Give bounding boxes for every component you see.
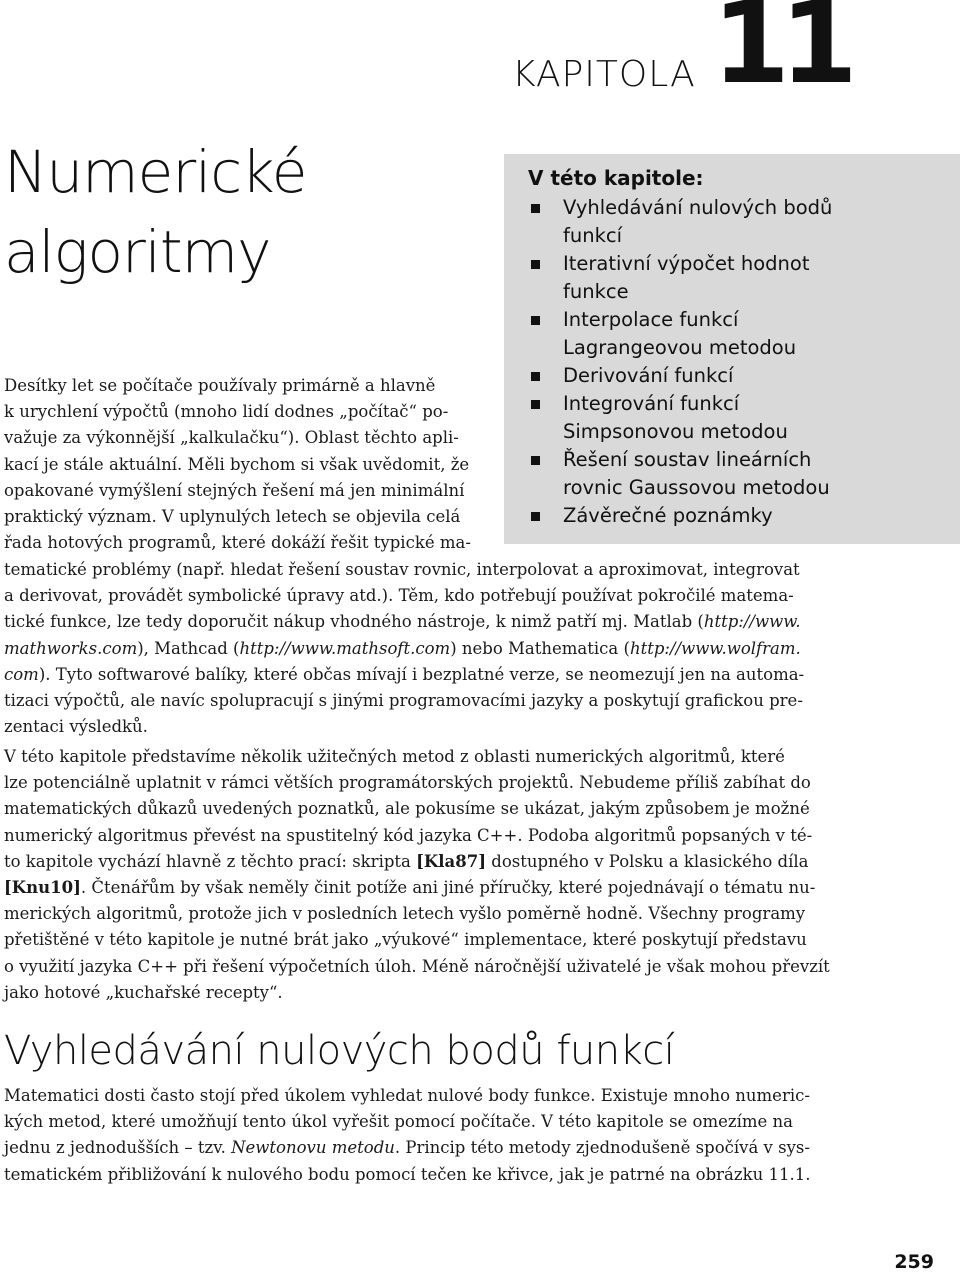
chapter-label: KAPITOLA xyxy=(512,54,696,95)
text-line: Desítky let se počítače používaly primárně a hlavně xyxy=(4,376,436,395)
url-link[interactable]: http://www.wolfram. xyxy=(629,638,801,658)
text-line xyxy=(4,636,840,662)
text-line: praktický význam. V uplynulých letech se objevila celá xyxy=(4,507,461,527)
text-line: numerický algoritmus převést na spustitelný kód jazyka C++. Podoba algoritmů popsaných v té- xyxy=(4,825,813,845)
chapter-title-line: Numerické xyxy=(4,138,307,206)
square-bullet-icon xyxy=(531,316,540,325)
text-run: ) nebo Mathematica ( xyxy=(450,638,630,658)
square-bullet-icon xyxy=(531,204,540,213)
section-heading: Vyhledávání nulových bodů funkcí xyxy=(4,1028,675,1074)
text-line: V této kapitole představíme několik užitečných metod z oblasti numerických algoritmů, které xyxy=(4,747,785,766)
toc-item-label: Řešení soustav lineárních rovnic Gaussovou metodou xyxy=(563,448,830,499)
toc-item-label: Integrování funkcí Simpsonovou metodou xyxy=(563,392,788,443)
text-line: k urychlení výpočtů (mnoho lidí dodnes „počítač“ po- xyxy=(4,402,449,422)
intro-paragraph-2 xyxy=(4,744,840,1006)
url-link[interactable]: http://www. xyxy=(703,612,801,632)
text-run: dostupného v Polsku a klasického díla xyxy=(486,851,809,871)
text-run: . Čtenářům by však neměly činit potíže ani jiné příručky, které pojednávají o tématu nu- xyxy=(80,878,816,898)
text-run: to kapitole vychází hlavně z těchto prací: skripta xyxy=(4,851,417,871)
text-line: přetištěné v této kapitole je nutné brát jako „výukové“ implementace, které poskytují představu xyxy=(4,930,807,950)
text-line: kací je stále aktuální. Měli bychom si však uvědomit, že xyxy=(4,454,470,474)
url-link[interactable]: mathworks.com xyxy=(4,638,138,658)
text-line: tematickém přibližování k nulového bodu pomocí tečen ke křivce, jak je patrné na obrázku 11.1. xyxy=(4,1164,811,1184)
citation-reference: [Kla87] xyxy=(416,851,487,871)
toc-item xyxy=(528,250,848,306)
text-run: ), Mathcad ( xyxy=(137,638,240,658)
text-line: zentaci výsledků. xyxy=(4,717,148,737)
page-number: 259 xyxy=(894,1251,934,1273)
text-run: tické funkce, lze tedy doporučit nákup vhodného nástroje, k nimž patří mj. Matlab ( xyxy=(4,612,704,632)
text-line: Matematici dosti často stojí před úkolem vyhledat nulové body funkce. Existuje mnoho numeric- xyxy=(4,1086,810,1105)
text-line: kých metod, které umožňují tento úkol vyřešit pomocí počítače. V této kapitole se omezíme na xyxy=(4,1112,793,1132)
emphasis-term: Newtonovu metodu xyxy=(231,1138,395,1158)
square-bullet-icon xyxy=(531,456,540,465)
url-link[interactable]: http://www.mathsoft.com xyxy=(239,638,451,658)
text-line: matematických důkazů uvedených poznatků, ale pokusíme se ukázat, jakým způsobem je možné xyxy=(4,799,810,819)
text-line: řada hotových programů, které dokáží řešit typické ma- xyxy=(4,533,471,553)
chapter-title-line: algoritmy xyxy=(4,218,271,286)
text-line xyxy=(4,849,840,875)
citation-reference: [Knu10] xyxy=(4,878,81,898)
toc-list xyxy=(528,194,848,530)
text-run: jednu z jednodušších – tzv. xyxy=(4,1138,232,1158)
text-line xyxy=(4,662,840,688)
toc-item-label: Derivování funkcí xyxy=(563,364,734,387)
intro-paragraph-1-top xyxy=(4,373,490,556)
text-line xyxy=(4,1135,840,1161)
text-line: opakované vymýšlení stejných řešení má jen minimální xyxy=(4,480,465,500)
square-bullet-icon xyxy=(531,260,540,269)
section-paragraph xyxy=(4,1083,840,1188)
square-bullet-icon xyxy=(531,400,540,409)
text-line xyxy=(4,875,840,901)
toc-item-label: Interpolace funkcí Lagrangeovou metodou xyxy=(563,308,797,359)
toc-item-label: Iterativní výpočet hodnot funkce xyxy=(563,252,810,303)
toc-item xyxy=(528,446,848,502)
chapter-number: 11 xyxy=(712,0,848,109)
toc-heading: V této kapitole: xyxy=(528,166,704,190)
text-line: lze potenciálně uplatnit v rámci větších programátorských projektů. Nebudeme příliš zabíhat do xyxy=(4,773,811,793)
text-line: tematické problémy (např. hledat řešení soustav rovnic, interpolovat a aproximovat, integrovat xyxy=(4,560,800,579)
text-line: tizaci výpočtů, ale navíc spolupracují s jinými programovacími jazyky a poskytují grafickou pre- xyxy=(4,691,803,711)
square-bullet-icon xyxy=(531,512,540,521)
chapter-contents-box xyxy=(504,154,960,544)
text-line: merických algoritmů, protože jich v posledních letech vyšlo poměrně hodně. Všechny programy xyxy=(4,904,806,924)
text-line: jako hotové „kuchařské recepty“. xyxy=(4,982,283,1002)
toc-item xyxy=(528,390,848,446)
toc-item-label: Závěrečné poznámky xyxy=(563,504,773,527)
text-line: o využití jazyka C++ při řešení výpočetních úloh. Méně náročnější uživatelé je však mohou převzít xyxy=(4,956,830,976)
text-run: ). Tyto softwarové balíky, které občas mívají i bezplatné verze, se neomezují jen na automa- xyxy=(38,664,805,684)
text-line: a derivovat, provádět symbolické úpravy atd.). Těm, kdo potřebují používat pokročilé matema- xyxy=(4,586,794,606)
text-line xyxy=(4,609,840,635)
text-run: . Princip této metody zjednodušeně spočívá v sys- xyxy=(394,1138,810,1158)
intro-paragraph-1-bottom xyxy=(4,557,840,740)
chapter-title xyxy=(4,132,424,292)
text-line: važuje za výkonnější „kalkulačku“). Oblast těchto apli- xyxy=(4,428,459,448)
toc-item xyxy=(528,362,848,390)
square-bullet-icon xyxy=(531,372,540,381)
url-link[interactable]: com xyxy=(4,664,39,684)
toc-item xyxy=(528,502,848,530)
toc-item xyxy=(528,306,848,362)
toc-item-label: Vyhledávání nulových bodů funkcí xyxy=(563,196,833,247)
toc-item xyxy=(528,194,848,250)
